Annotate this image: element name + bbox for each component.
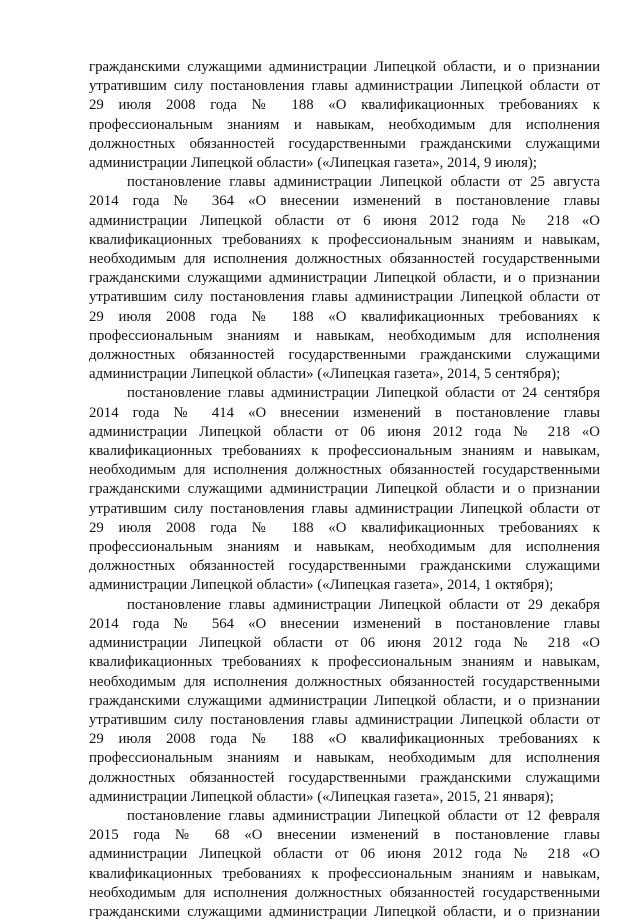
text-line: квалификационных требованиях к профессиональным знаниям и навыкам,: [89, 654, 600, 671]
paragraph-4: [89, 596, 600, 807]
text-line: 2014 года № 414 «О внесении изменений в постановление главы: [89, 404, 600, 421]
paragraph-1: [89, 58, 600, 173]
text-line: постановление главы администрации Липецкой области от 29 декабря: [127, 596, 600, 613]
text-line: администрации Липецкой области от 06 июня 2012 года № 218 «О: [89, 846, 600, 863]
text-line: утратившим силу постановления главы администрации Липецкой области от: [89, 711, 600, 728]
text-line: администрации Липецкой области от 06 июня 2012 года № 218 «О: [89, 635, 600, 652]
text-line: постановление главы администрации Липецкой области от 25 августа: [127, 174, 600, 191]
text-line: квалификационных требованиях к профессиональным знаниям и навыкам,: [89, 231, 600, 248]
text-line: администрации Липецкой области» («Липецкая газета», 2015, 21 января);: [89, 788, 554, 805]
text-line: утратившим силу постановления главы администрации Липецкой области от: [89, 78, 600, 95]
text-line: должностных обязанностей государственными гражданскими служащими: [89, 347, 600, 364]
document-page: [89, 58, 600, 922]
text-line: необходимым для исполнения должностных обязанностей государственными: [89, 462, 600, 479]
text-line: гражданскими служащими администрации Липецкой области, и о признании: [89, 903, 600, 920]
text-line: профессиональным знаниям и навыкам, необходимым для исполнения: [89, 116, 600, 133]
text-line: 29 июля 2008 года № 188 «О квалификационных требованиях к: [89, 308, 600, 325]
text-line: должностных обязанностей государственными гражданскими служащими: [89, 558, 600, 575]
text-line: 2014 года № 564 «О внесении изменений в постановление главы: [89, 615, 600, 632]
text-line: необходимым для исполнения должностных обязанностей государственными: [89, 251, 600, 268]
text-line: постановление главы администрации Липецкой области от 12 февраля: [127, 807, 600, 824]
text-line: гражданскими служащими администрации Липецкой области, и о признании: [89, 59, 600, 75]
text-line: администрации Липецкой области» («Липецкая газета», 2014, 5 сентября);: [89, 366, 561, 383]
text-line: квалификационных требованиях к профессиональным знаниям и навыкам,: [89, 443, 600, 460]
text-line: администрации Липецкой области» («Липецкая газета», 2014, 9 июля);: [89, 155, 537, 172]
text-line: гражданскими служащими администрации Липецкой области, и о признании: [89, 270, 600, 287]
text-line: профессиональным знаниям и навыкам, необходимым для исполнения: [89, 539, 600, 556]
text-line: должностных обязанностей государственными гражданскими служащими: [89, 135, 600, 152]
text-line: администрации Липецкой области от 06 июня 2012 года № 218 «О: [89, 423, 600, 440]
text-line: должностных обязанностей государственными гражданскими служащими: [89, 769, 600, 786]
text-line: утратившим силу постановления главы администрации Липецкой области от: [89, 289, 600, 306]
text-line: гражданскими служащими администрации Липецкой области и о признании: [89, 481, 600, 498]
text-line: 29 июля 2008 года № 188 «О квалификационных требованиях к: [89, 519, 600, 536]
text-line: 2015 года № 68 «О внесении изменений в постановление главы: [89, 827, 600, 844]
text-line: квалификационных требованиях к профессиональным знаниям и навыкам,: [89, 865, 600, 882]
text-line: профессиональным знаниям и навыкам, необходимым для исполнения: [89, 750, 600, 767]
text-line: необходимым для исполнения должностных обязанностей государственными: [89, 673, 600, 690]
text-line: администрации Липецкой области» («Липецкая газета», 2014, 1 октября);: [89, 577, 554, 594]
text-line: 29 июля 2008 года № 188 «О квалификационных требованиях к: [89, 97, 600, 114]
text-line: утратившим силу постановления главы администрации Липецкой области от: [89, 500, 600, 517]
text-line: администрации Липецкой области от 6 июня 2012 года № 218 «О: [89, 212, 600, 229]
text-line: гражданскими служащими администрации Липецкой области, и о признании: [89, 692, 600, 709]
paragraph-3: [89, 384, 600, 595]
text-line: профессиональным знаниям и навыкам, необходимым для исполнения: [89, 327, 600, 344]
paragraph-2: [89, 173, 600, 384]
text-line: необходимым для исполнения должностных обязанностей государственными: [89, 884, 600, 901]
text-line: постановление главы администрации Липецкой области от 24 сентября: [127, 385, 600, 402]
text-line: 2014 года № 364 «О внесении изменений в постановление главы: [89, 193, 600, 210]
text-line: 29 июля 2008 года № 188 «О квалификационных требованиях к: [89, 731, 600, 748]
